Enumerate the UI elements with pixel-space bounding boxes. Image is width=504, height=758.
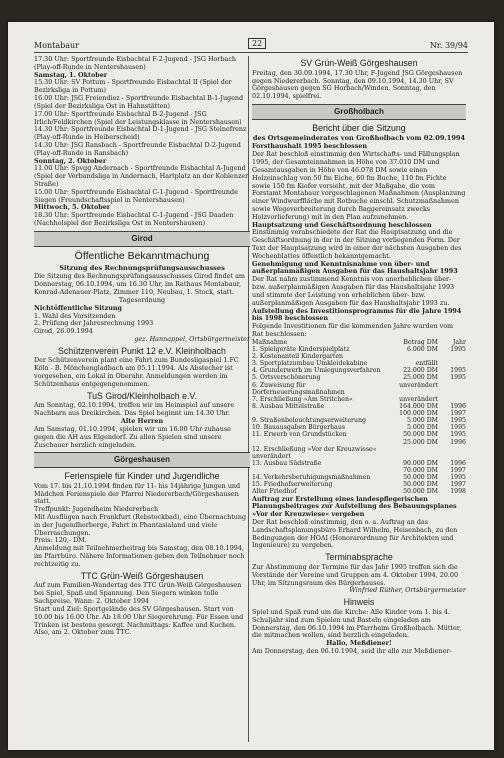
investment-cell-b: entfällt	[415, 360, 438, 368]
bekanntmachung-title: Öffentliche Bekanntmachung	[74, 249, 210, 262]
issue-number: Nr. 39/94	[429, 41, 468, 50]
investment-cell-j: 1996	[450, 459, 466, 467]
genehm-text: Der Rat nahm zustimmend Kenntnis von unerheblichen über- bzw. außerplanmäßigen Ausgaben für das Haushaltsjahr 1993 und stimmte der Leistung von erheblichen über- bzw. außerplanmäßigen Ausgaben für das Haushaltsjahr 1993 zu.	[252, 275, 455, 307]
tagesordnung-item: 1. Wahl des Vorsitzenden	[34, 311, 116, 320]
section-bar-girod: Girod	[34, 231, 250, 247]
tus-title: TuS Girod/Kleinholbach e.V.	[87, 390, 197, 401]
col-header-massnahme: Maßnahme	[252, 338, 288, 346]
investment-cell-b: 22.000 DM	[403, 367, 438, 375]
auftrag-text: Der Rat beschloß einstimmig, den o. a. Auftrag an das Landschaftsplanungsbüro Erhard Wilhelm, Heisenbach, zu den Bedingungen der HOAI (Honorarordnung für Architekten und Ingenieure) zu vergeben.	[252, 517, 458, 550]
ttc-text: Auf zum Familien-Wandertag des TTC Grün-Weiß Görgeshausen bei Spiel, Spaß und Spannung. Den Siegern winken tolle Sachpreise. Wann: 2. Oktober 1994	[34, 581, 242, 606]
investment-row	[252, 439, 466, 446]
samstag-line: 16.00 Uhr: JSG Freiendiez - Sportfreunde Eisbachtal B-1-Jugend (Spiel der Bezirksliga Ost in Hahnstätten)	[34, 94, 244, 110]
ttc-text-2: Start und Ziel: Sportgelände des SV Görgeshausen. Start von 10.00 bis 16.00 Uhr. Ab 18.00 Uhr Siegerehrung. Für Essen und Trinken ist bestens gesorgt. Nachmittags: Kaffee und Kuchen. Also, am 2. Oktober zum TTC.	[34, 604, 244, 637]
bekanntmachung-date: Girod, 26.09.1994	[34, 327, 93, 336]
investment-cell-m: 10. Bauausgaben Bürgerhaus	[252, 424, 346, 432]
investment-cell-m: 6. Zuweisung für Dorferneuerungsmaßnahmen	[252, 381, 345, 396]
investment-cell-b: 5.000 DM	[407, 417, 438, 425]
col-header-jahr: Jahr	[452, 338, 466, 346]
intro-line: 17.30 Uhr: Sportfreunde Eisbachtal F-2-Jugend - JSG Horbach (Play-off-Runde in Nentershausen)	[34, 55, 237, 71]
investment-row	[252, 460, 466, 467]
bericht-subtitle: des Ortsgemeinderates von Großholbach vom 02.09.1994	[252, 134, 466, 143]
investment-cell-j: 1998	[450, 488, 466, 496]
right-column	[252, 56, 466, 656]
investment-cell-b: unverändert	[399, 381, 438, 389]
sv-text: Freitag, den 30.09.1994, 17.30 Uhr, F-Jugend JSG Görgeshausen gegen Niedererbach. Sonntag, den 09.10.1994, 14.30 Uhr, SV Görgeshausen gegen SG Horbach/Winden. Sonntag, den 02.10.1994, spielfrei.	[252, 68, 463, 101]
header-rule	[34, 52, 468, 53]
investment-row	[252, 396, 466, 403]
investment-cell-m: 12. Erschließung »Vor der Kreuzwiese« unverändert	[252, 445, 377, 460]
mittwoch-line: 18.30 Uhr: Sportfreunde Eisbachtal C-1-Jugend - JSG Daaden (Nachholspiel der Bezirksliga Ost in Nentershausen)	[34, 211, 234, 228]
investment-cell-j	[444, 446, 466, 460]
investment-cell-m: 9. Straßenbeleuchtungserweiterung	[252, 417, 366, 425]
investment-cell-b	[399, 353, 444, 360]
investment-cell-m: 15. Friedhofserweiterung	[252, 481, 333, 489]
forst-heading: Forsthaushalt 1995 beschlossen	[252, 142, 368, 151]
sonntag-heading: Sonntag, 2. Oktober	[34, 156, 107, 165]
schuetzen-text: Der Schützenverein plant eine Fahrt zum Bundesligaspiel 1.FC Köln - B. Mönchengladbach am 05.11.1994. Als Abstecher ist vorgesehen, ein Lokal in Oberahr. Anmeldungen werden im Schützenhaus entgegengenommen.	[34, 356, 239, 388]
investment-rows	[252, 346, 466, 496]
investment-row	[252, 467, 466, 474]
investment-row	[252, 367, 466, 374]
investment-cell-j: 1995	[450, 374, 466, 382]
header-town: Montabaur	[34, 41, 80, 50]
tus-subtitle: Alte Herren	[120, 417, 164, 426]
investment-cell-b	[399, 446, 444, 460]
investment-cell-m: Alter Friedhof	[252, 488, 297, 496]
investment-cell-j	[444, 360, 466, 367]
investment-cell-j: 1997	[450, 481, 466, 489]
bekanntmachung-signature: gez. Hannappel, Ortsbürgermeister	[134, 334, 250, 343]
investment-cell-j	[444, 396, 466, 403]
investment-cell-b: 90.000 DM	[403, 459, 438, 467]
hinweis-title: Hinweis	[343, 597, 375, 608]
left-column	[34, 56, 250, 637]
investment-cell-j: 1997	[450, 467, 466, 475]
schuetzen-title: Schützenverein Punkt 12 e.V. Kleinholbach	[58, 345, 226, 356]
investment-cell-b: 70.000 DM	[403, 467, 438, 475]
investment-cell-m: 14. Verkehrsberuhigungsmaßnahmen	[252, 474, 371, 482]
bekanntmachung-subtitle: Sitzung des Rechnungsprüfungsausschusses	[59, 264, 225, 273]
tus-text-2: Am Samstag, 01.10.1994, spielen wir um 16.00 Uhr zuhause gegen die AH aus Elgendorf. Zu allen Spielen sind unsere Zuschauer herzlich eingeladen.	[34, 424, 231, 449]
investment-table	[252, 339, 466, 496]
investment-row	[252, 382, 466, 396]
investment-row	[252, 353, 466, 360]
investment-cell-m: 2. Kostenanteil Kindergarten	[252, 353, 344, 361]
investment-cell-b: 25.000 DM	[403, 438, 438, 446]
termin-text: Zur Abstimmung der Termine für das Jahr 1995 treffen sich die Vorstände der Vereine und Gruppen am 4. Oktober 1994, 20.00 Uhr, im Sitzungsraum des Bürgerhauses.	[252, 562, 459, 587]
ferien-text: Vom 17. bis 21.10.1994 finden für 11- bis 14jährige Jungen und Mädchen Ferienspiele der Pfarrei Niedererbach/Görgeshausen statt.	[34, 481, 241, 506]
investment-row	[252, 431, 466, 438]
investment-cell-j: 1995	[450, 431, 466, 439]
hinweis-hallo: Hallo, Meßdiener!	[326, 639, 392, 648]
investment-cell-j: 1996	[450, 438, 466, 446]
investment-row	[252, 360, 466, 367]
investment-cell-b: 164.000 DM	[399, 402, 438, 410]
investment-row	[252, 410, 466, 417]
investment-cell-b: 100.000 DM	[399, 410, 438, 418]
tagesordnung-item: 2. Prüfung der Jahresrechnung 1993	[34, 319, 154, 328]
investment-cell-b: 50.000 DM	[403, 481, 438, 489]
investment-cell-m: 1. Spielgeräte Kinderspielplatz	[252, 345, 350, 353]
bericht-title: Bericht über die Sitzung	[312, 122, 406, 133]
investment-cell-j: 1995	[450, 424, 466, 432]
investment-cell-b: 50.000 DM	[403, 488, 438, 496]
forst-text: Der Rat beschloß einstimmig den Wirtschafts- und Fällungsplan 1995, der Gesamteinnahmen in Höhe von 37.010 DM und Gesamtausgaben in Höhe von 46.078 DM sowie einen Holzeinschlag von 50 fm Eiche, 60 fm Buche, 110 fm Fichte sowie 150 fm Kiefer vorsieht, mit der Maßgabe, die vom Forstamt Montabaur vorgeschlagenen Maßnahmen (Ausplanzung einer Windwurffläche mit Rotbuche einschl. Schutzmaßnahmen sowie Wegeverbreiterung durch Baggereinsatz zwecks Holzvorlieferung) mit in den Plan aufzunehmen.	[252, 150, 466, 221]
investment-cell-j: 1995	[450, 417, 466, 425]
sv-title: SV Grün-Weiß Görgeshausen	[300, 58, 418, 68]
investment-row	[252, 481, 466, 488]
ferien-title: Ferienspiele für Kinder und Jugendliche	[64, 471, 220, 482]
investment-cell-j: 1995	[450, 367, 466, 375]
ttc-title: TTC Grün-Weiß Görgeshausen	[80, 570, 204, 581]
ferien-line: Treffpunkt: Jugendheim Niedererbach	[34, 505, 159, 514]
investment-cell-b: 25.000 DM	[403, 374, 438, 382]
mittwoch-heading: Mittwoch, 5. Oktober	[34, 203, 111, 212]
ferien-line: Preis: 120,- DM.	[34, 536, 87, 545]
investment-cell-m	[252, 410, 399, 417]
investment-cell-m: 3. Sportplatzumbau Umkleidekabine	[252, 360, 368, 368]
investment-cell-j	[444, 353, 466, 360]
section-bar-goergeshausen: Görgeshausen	[34, 452, 250, 468]
page-header	[34, 38, 468, 52]
investment-cell-b: 5.000 DM	[407, 424, 438, 432]
investment-row	[252, 403, 466, 410]
investment-row	[252, 424, 466, 431]
page-number: 22	[248, 38, 266, 49]
investment-cell-j: 1995	[450, 345, 466, 353]
tagesordnung-heading: Tagesordnung	[118, 295, 166, 304]
sonntag-line: 15.00 Uhr: Sportfreunde Eisbachtal C-1-Jugend - Sportfreunde Siegen (Freundschaftsspiel in Nentershausen)	[34, 187, 238, 204]
samstag-line: 17.00 Uhr: Sportfreunde Eisbachtal B-2-Jugend - JSG Irlich/Feldkirchen (Spiel der Leistungsklasse in Nentershausen)	[34, 109, 242, 126]
nichtoeffentlich-heading: Nichtöffentliche Sitzung	[34, 303, 122, 312]
hinweis-text-2: Am Donnerstag, den 06.10.1994, seid ihr alle zur Meßdiener-	[252, 646, 452, 655]
termin-title: Terminabsprache	[325, 552, 393, 563]
auftrag-heading: Auftrag zur Erstellung eines landespflegerischen Planungsbeitrages zur Aufstellung des Bebauungsplanes »Vor der Kreuzwiese« vergeben	[252, 494, 457, 519]
investment-row	[252, 346, 466, 353]
haupt-heading: Hauptsatzung und Geschäftsordnung beschlossen	[252, 220, 432, 229]
termin-signature: Winfried Rüther, Ortsbürgermeister	[349, 586, 466, 595]
samstag-heading: Samstag, 1. Oktober	[34, 70, 108, 79]
aufstellung-heading: Aufstellung des Investitionsprogramms für die Jahre 1994 bis 1998 beschlossen	[252, 306, 462, 323]
sonntag-line: 11.00 Uhr: Spvgg Andernach - Sportfreunde Eisbachtal A-Jugend (Spiel der Verbandsliga in Andernach, Hartplatz an der Koblenzer Straße)	[34, 164, 249, 188]
ferien-line: Anmeldung mit Teilnehmerbeitrag bis Samstag, den 08.10.1994, im Pfarrbüro. Nähere Informationen geben den Teilnehmer noch rechtzeitig zu.	[34, 544, 245, 568]
investment-cell-m	[252, 467, 399, 474]
samstag-line: 15.30 Uhr: SV Pottum - Sportfreunde Eisbachtal II (Spiel der Bezirksliga in Pottum)	[34, 78, 232, 95]
investment-row	[252, 446, 466, 460]
investment-cell-j	[444, 382, 466, 396]
genehm-heading: Genehmigung und Kenntnisnahme von über- und außerplanmäßigen Ausgaben für das Haushaltsjahr 1993	[252, 259, 458, 276]
newspaper-page	[8, 22, 494, 750]
investment-cell-j: 1996	[450, 402, 466, 410]
haupt-text: Einstimmig verabschiedete der Rat die Hauptsatzung und die Geschäftsordnung in der in der Sitzung vorliegenden Form. Der Text der Hauptsatzung wird in einer der nächsten Ausgaben des Wochenblattes öffentlich bekanntgemacht.	[252, 228, 462, 260]
investment-cell-m: 7. Erschließung »Am Stritchen«	[252, 395, 353, 403]
samstag-line: 14.30 Uhr: JSG Ransbach - Sportfreunde Eisbachtal D-2-Jugend (Play-off-Runde in Ransbach)	[34, 140, 241, 157]
tus-text: Am Sonntag, 02.10.1994, treffen wir im Heimspiel auf unsere Nachbarn aus Dreikirchen. Das Spiel beginnt um 14.30 Uhr.	[34, 401, 235, 418]
col-header-betrag: Betrag DM	[403, 338, 438, 346]
investment-row	[252, 374, 466, 381]
investment-cell-m: 11. Erwerb von Grundstücken	[252, 431, 347, 439]
investment-header-row	[252, 339, 466, 346]
investment-cell-b: 50.000 DM	[403, 474, 438, 482]
investment-row	[252, 417, 466, 424]
bekanntmachung-text: Die Sitzung des Rechnungsprüfungsausschusses Girod findet am Donnerstag, 06.10.1994, um 16.30 Uhr, im Rathaus Montabaur, Konrad-Adenauer-Platz, Zimmer 110, Neubau, 1. Stock, statt.	[34, 272, 245, 297]
samstag-line: 14.30 Uhr: Sportfreunde Eisbachtal D-1-Jugend - JSG Steinefrenz (Play-off-Runde in Heiberscheid)	[34, 125, 247, 142]
aufstellung-text: Folgende Investitionen für die kommenden Jahre wurden vom Rat beschlossen:	[252, 322, 454, 338]
investment-cell-m: 5. Ortsverschönerung	[252, 374, 321, 382]
investment-cell-m: 4. Grunderwerb im Umlegungsverfahren	[252, 367, 381, 375]
investment-cell-b: 50.000 DM	[403, 431, 438, 439]
investment-cell-m	[252, 439, 399, 446]
ferien-line: Mit Ausflügen nach Frankfurt (Rebstockbad), eine Übernachtung in der Jugendherberge, Fahrt in Phantasialand und viele Überraschungen.	[34, 513, 247, 537]
investment-cell-m: 13. Ausbau Südstraße	[252, 459, 322, 467]
investment-cell-m: 8. Ausbau Mittelstraße	[252, 402, 325, 410]
hinweis-text: Spiel und Spaß rund um die Kirche: Alle Kinder vom 1. bis 4. Schuljahr sind zum Spielen und Basteln eingeladen am Donnerstag, den 06.10.1994 im Pfarrheim Großholbach. Mütter, die mitmachen wollen, sind herzlich eingeladen.	[252, 607, 462, 640]
investment-cell-j: 1995	[450, 474, 466, 482]
investment-cell-b: unverändert	[399, 395, 438, 403]
investment-cell-b: 6.000 DM	[407, 345, 438, 353]
section-bar-grossholbach: Großholbach	[252, 104, 466, 120]
investment-cell-j: 1997	[450, 410, 466, 418]
investment-row	[252, 474, 466, 481]
